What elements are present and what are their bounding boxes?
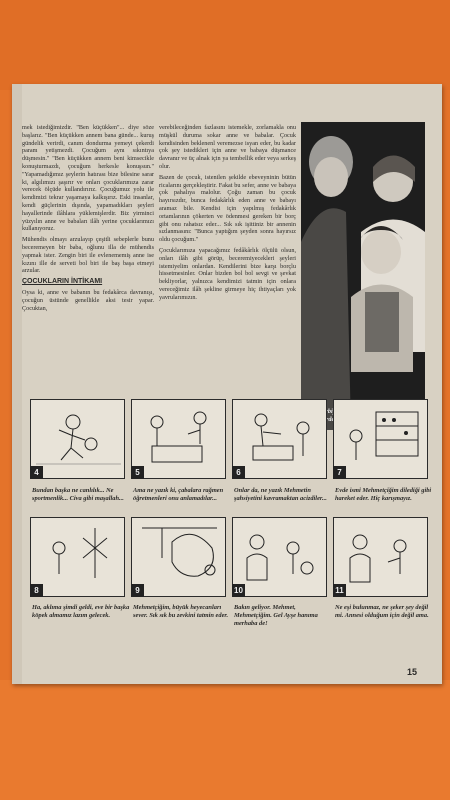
- comic-panel-11: [333, 517, 428, 597]
- paragraph: Çocuklarımıza yapacağımız fedâkârlık ölçülü olsun, onları ilâh gibi görüp, beceremiyecekleri şeyleri istemiyelim onlardan. Kendilerini bize karşı borçlu hissetmesinler. Onlar bizden bol bol sevgi ve şevkat bekliyorlar, yalnızca kendimizi tatmin için onlara vereceğimiz ilâh şekline girmeye hiç ihtiyaçları yok yavrularımızın.: [159, 246, 296, 301]
- panel-number-badge: 6: [232, 466, 245, 479]
- panel-drawing: [31, 518, 124, 596]
- panel-caption: Mehmetçiğim, büyük heyecanları sever. Sık sık bu zevkini tatmin eder.: [133, 604, 229, 620]
- paragraph: verebileceğinden fazlasını istemekle, zorlamakla onu müşkül duruma sokar anne ve babalar. Çocuk kendisinden beklenenl veremezse isyan eder, bu kadar çok şey istedikleri için anne ve babaya düşmance davranır ve üç alnak için ya tembellik eder veya serkeş olur.: [159, 124, 296, 170]
- page-spine-edge: [12, 84, 22, 684]
- panel-number-badge: 9: [131, 584, 144, 597]
- panel-drawing: [233, 400, 326, 478]
- panel-caption: Bakın geliyor. Mehmet, Mehmetçiğim. Gel Ayşe hanıma merhaba de!: [234, 604, 318, 628]
- comic-panel-10: [232, 517, 327, 597]
- panel-number-badge: 10: [232, 584, 245, 597]
- paragraph: Oysa ki, anne ve babanın bu fedakârca davranışı, çocuğun üstünde genellikle aksi tesir yapar. Çocuktan,: [22, 288, 154, 312]
- comic-panel-5: [131, 399, 226, 479]
- comic-strip-row-1: [30, 399, 428, 479]
- paragraph: Bazen de çocuk, istenilen şekilde ebeveyninin bütün ricalarını gerçekleştirir. Fakat bu sefer, anne ve babaya çok pahalıya malolur. Çoğu zaman bu çocuk hayırsızdır, bunca fedakârlık eden anne ve babayı aramaz bile. Kendisi için yapılmış fedakârlık ortamlarının çökerten ve ödenmesi gereken bir borç gibi onu rahatsız eder... Sık sık işittiniz bir annenin sızlanmasını: "Bunca yaptığım şeyden sonra hayırsız oldu çocuğum.": [159, 173, 296, 244]
- panel-number-badge: 4: [30, 466, 43, 479]
- panel-caption: Onlar da, ne yazık Mehmetin şahsiyetini kavramaktan acizdiler...: [234, 487, 327, 503]
- article-column-middle: [159, 124, 296, 305]
- comic-panel-4: [30, 399, 125, 479]
- page-number: 15: [407, 667, 418, 677]
- photo-illustration: [301, 122, 425, 430]
- panel-caption: Evde ismi Mehmetçiğim dilediği gibi hareket eder. Hiç karışmayız.: [335, 487, 432, 503]
- comic-panel-8: [30, 517, 125, 597]
- comic-panel-7: [333, 399, 428, 479]
- panel-number-badge: 11: [333, 584, 346, 597]
- comic-panel-6: [232, 399, 327, 479]
- panel-drawing: [132, 400, 225, 478]
- panel-drawing: [132, 518, 225, 596]
- panel-caption: Ha, aklıma şimdi geldi, eve bir başka köpek almamız lazım gelecek.: [32, 604, 130, 620]
- panel-drawing: [31, 400, 124, 478]
- panel-number-badge: 7: [333, 466, 346, 479]
- background-bottom: [0, 680, 450, 800]
- panel-number-badge: 5: [131, 466, 144, 479]
- comic-panel-9: [131, 517, 226, 597]
- panel-drawing: [334, 518, 427, 596]
- film-still-photo: [301, 122, 425, 430]
- comic-strip-row-2: [30, 517, 428, 597]
- paragraph: mek istediğimizdir. "Ben küçükken"... diye söze başlarız. "Ben küçükken annem bana günde... kuruş gündelik verirdi, canım dondurma yemeyi çekerdi param yetişmezdi. Çocuğum aynı sıkıntıya düşmesin." "Ben küçükken annem beni kimsecikle konuşturmazdı, çocuğum herkesle konuşsun." "Yapamadığımız şeylerin hatırası bize bilesine sarar ki, algılımızı şaşırır ve onları çocuklarımıza zarar verecek ölçüde kullandırırız. Çocuğumuz yolu ile kendimizi tekrar yaşamaya kalkışırız. Eski insanlar, kendi güçlerinin dışında, yapamadıkları şeyleri hayallerinde ilâhlara yüklemişlerdir. Biz yirminci yüzyılın anne ve babaları ilâh yerine çocuklarımızı kullanıyoruz.: [22, 124, 154, 233]
- panel-drawing: [233, 518, 326, 596]
- background-top: [0, 0, 450, 90]
- panel-number-badge: 8: [30, 584, 43, 597]
- section-heading: ÇOCUKLARIN İNTİKAMI: [22, 278, 103, 286]
- article-column-left: [22, 124, 154, 315]
- paragraph: Mühendis olmayı arzulayıp çeşitli sebeplerle bunu beceremeyen bir baba, oğlunu illa de mühendis yapmak ister. Zengin biri ile evlenememiş anne ise kızını ille de serveti bol biri ile baş başa etmeyi arzular.: [22, 236, 154, 275]
- magazine-page: [12, 84, 442, 684]
- photo-caption: yerde,: [320, 416, 336, 423]
- panel-caption: Ne eşi bulunmaz, ne şeker şey değil mi. Annesi olduğum için değil ama.: [335, 604, 429, 620]
- panel-caption: Bundan başka ne canlılık... Ne sportmenlik... Civa gibi maşallah...: [32, 487, 124, 503]
- panel-caption: Ama ne yazık ki, çabalara rağmen öğretmenleri onu anlamadılar...: [133, 487, 224, 503]
- panel-drawing: [334, 400, 427, 478]
